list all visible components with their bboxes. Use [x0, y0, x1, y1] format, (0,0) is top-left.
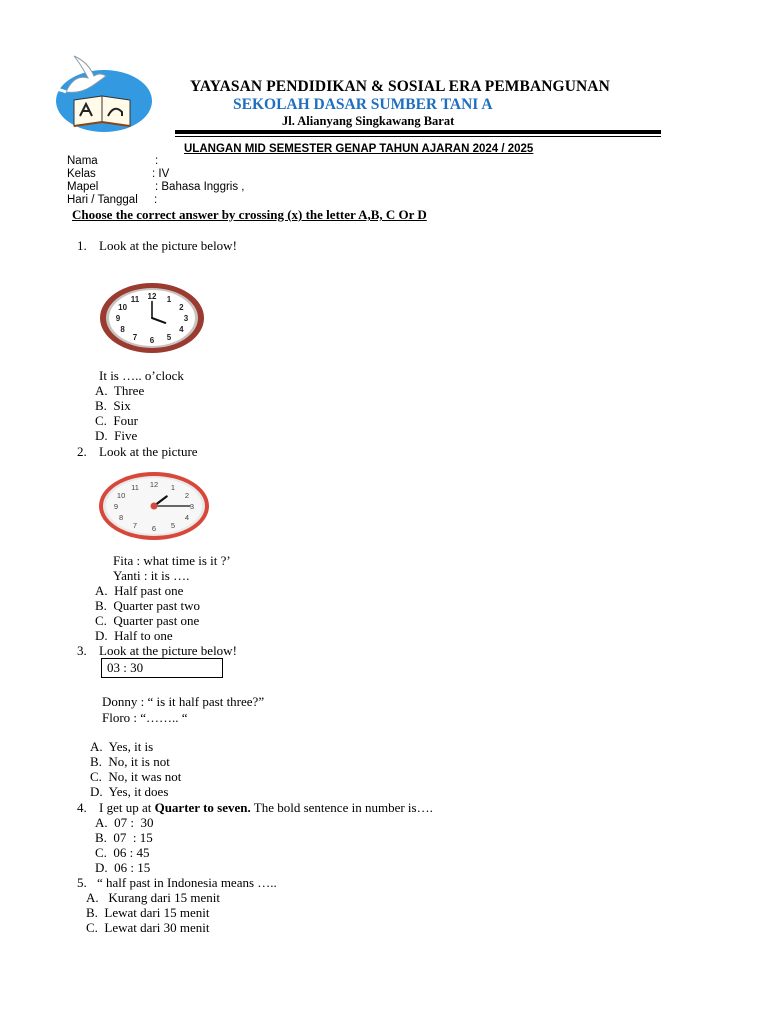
instruction: Choose the correct answer by crossing (x) the letter A,B, C Or D	[72, 207, 427, 222]
option-text: Half past one	[114, 583, 184, 598]
option-letter: B.	[86, 905, 98, 920]
q2-option-d[interactable]	[95, 628, 173, 644]
date-label: Hari / Tanggal	[67, 194, 138, 206]
clock-numeral: 12	[147, 292, 157, 301]
question-3-number: 3.	[77, 643, 87, 658]
option-text: Four	[113, 413, 138, 428]
clock-numeral: 10	[118, 303, 128, 312]
class-label: Kelas	[67, 168, 96, 180]
q1-option-c[interactable]	[95, 413, 138, 429]
q3-option-a[interactable]	[90, 739, 153, 755]
question-5-prompt: “ half past in Indonesia means …..	[97, 875, 277, 890]
school-name: SEKOLAH DASAR SUMBER TANI A	[233, 96, 493, 113]
option-text: Lewat dari 30 menit	[104, 920, 210, 935]
option-letter: D.	[95, 860, 108, 875]
clock-numeral: 9	[115, 314, 121, 323]
option-text: 07 : 15	[113, 830, 153, 845]
option-text: Kurang dari 15 menit	[108, 890, 220, 905]
question-2-stem-1: Fita : what time is it ?’	[113, 553, 231, 568]
clock-2	[98, 471, 210, 541]
option-text: 06 : 45	[113, 845, 150, 860]
clock-1	[98, 281, 206, 355]
question-5-number: 5.	[77, 875, 87, 890]
option-letter: B.	[95, 830, 107, 845]
option-letter: D.	[90, 784, 103, 799]
q2-option-c[interactable]	[95, 613, 199, 629]
option-letter: B.	[90, 754, 102, 769]
q5-option-a[interactable]	[86, 890, 220, 906]
clock-numeral: 4	[179, 325, 184, 334]
option-text: Quarter past two	[113, 598, 201, 613]
class-value: : IV	[152, 168, 170, 180]
question-4-number: 4.	[77, 800, 87, 815]
question-2-number: 2.	[77, 444, 87, 459]
clock-numeral: 2	[184, 491, 189, 500]
option-letter: C.	[95, 413, 107, 428]
clock-numeral: 11	[130, 294, 140, 304]
exam-title: ULANGAN MID SEMESTER GENAP TAHUN AJARAN 2024 / 2025	[184, 143, 534, 155]
option-text: No, it was not	[108, 769, 182, 784]
option-letter: A.	[90, 739, 103, 754]
option-letter: B.	[95, 398, 107, 413]
q1-option-b[interactable]	[95, 398, 131, 414]
school-address: Jl. Alianyang Singkawang Barat	[282, 114, 455, 128]
clock-numeral: 8	[119, 513, 124, 522]
q1-option-d[interactable]	[95, 428, 137, 444]
option-letter: D.	[95, 628, 108, 643]
option-letter: C.	[95, 845, 107, 860]
option-text: Lewat dari 15 menit	[104, 905, 210, 920]
option-letter: A.	[95, 815, 108, 830]
option-text: Six	[113, 398, 131, 413]
question-1-prompt: Look at the picture below!	[99, 238, 237, 253]
clock-numeral: 3	[189, 502, 195, 511]
question-2-stem-2: Yanti : it is ….	[113, 568, 190, 583]
school-logo	[44, 52, 156, 134]
q2-option-a[interactable]	[95, 583, 183, 599]
clock-numeral: 12	[149, 480, 159, 489]
name-value: :	[155, 155, 159, 167]
option-letter: C.	[86, 920, 98, 935]
option-letter: A.	[95, 583, 108, 598]
clock-numeral: 10	[116, 491, 126, 500]
question-3-prompt: Look at the picture below!	[99, 643, 237, 658]
digital-time-box	[101, 658, 223, 678]
foundation-name: YAYASAN PENDIDIKAN & SOSIAL ERA PEMBANGUNAN	[190, 78, 610, 95]
header-rule-thick	[175, 130, 661, 134]
subject-value: : Bahasa Inggris ,	[155, 181, 245, 193]
question-1-stem: It is ….. o’clock	[99, 368, 184, 383]
header-rule-thin	[175, 136, 661, 137]
option-letter: B.	[95, 598, 107, 613]
option-text: Three	[113, 383, 145, 398]
question-4-prompt	[99, 800, 433, 816]
option-text: Five	[114, 428, 138, 443]
date-value: :	[154, 194, 158, 206]
q5-option-b[interactable]	[86, 905, 209, 921]
option-letter: A.	[86, 890, 99, 905]
q2-option-b[interactable]	[95, 598, 200, 614]
clock-numeral: 9	[113, 502, 119, 511]
option-letter: C.	[90, 769, 102, 784]
option-text: Yes, it does	[108, 784, 169, 799]
question-3-stem-1: Donny : “ is it half past three?”	[102, 694, 265, 709]
clock-numeral: 3	[183, 314, 189, 323]
clock-numeral: 2	[179, 303, 184, 312]
clock-numeral: 7	[132, 333, 138, 343]
option-letter: D.	[95, 428, 108, 443]
question-4-prompt-post: The bold sentence in number is….	[250, 800, 433, 815]
clock-numeral: 6	[149, 336, 155, 345]
question-1-number: 1.	[77, 238, 87, 253]
option-text: Half to one	[114, 628, 173, 643]
option-letter: A.	[95, 383, 108, 398]
clock-numeral: 4	[184, 513, 189, 522]
clock-numeral: 5	[166, 333, 172, 343]
clock-numeral: 7	[132, 521, 138, 531]
clock-numeral: 11	[131, 482, 139, 492]
option-text: No, it is not	[108, 754, 170, 769]
q4-option-a[interactable]	[95, 815, 154, 831]
clock-numeral: 1	[166, 294, 172, 304]
name-label: Nama	[67, 155, 98, 167]
clock-numeral: 6	[151, 524, 157, 533]
q4-option-c[interactable]	[95, 845, 150, 861]
digital-time: 03 : 30	[107, 660, 144, 675]
q5-option-c[interactable]	[86, 920, 209, 936]
option-text: Quarter past one	[113, 613, 200, 628]
clock-numeral: 1	[170, 482, 176, 492]
question-2-prompt: Look at the picture	[99, 444, 198, 459]
question-4-prompt-pre: I get up at	[99, 800, 155, 815]
q4-option-b[interactable]	[95, 830, 153, 846]
q3-option-b[interactable]	[90, 754, 170, 770]
option-text: 06 : 15	[114, 860, 151, 875]
q3-option-d[interactable]	[90, 784, 168, 800]
subject-label: Mapel	[67, 181, 99, 193]
clock-numeral: 8	[120, 325, 125, 334]
question-3-stem-2: Floro : “…….. “	[102, 710, 188, 725]
question-4-prompt-bold: Quarter to seven.	[154, 800, 251, 815]
clock-numeral: 5	[170, 521, 176, 531]
q4-option-d[interactable]	[95, 860, 150, 876]
option-text: 07 : 30	[114, 815, 154, 830]
option-text: Yes, it is	[108, 739, 154, 754]
option-letter: C.	[95, 613, 107, 628]
q3-option-c[interactable]	[90, 769, 181, 785]
q1-option-a[interactable]	[95, 383, 144, 399]
